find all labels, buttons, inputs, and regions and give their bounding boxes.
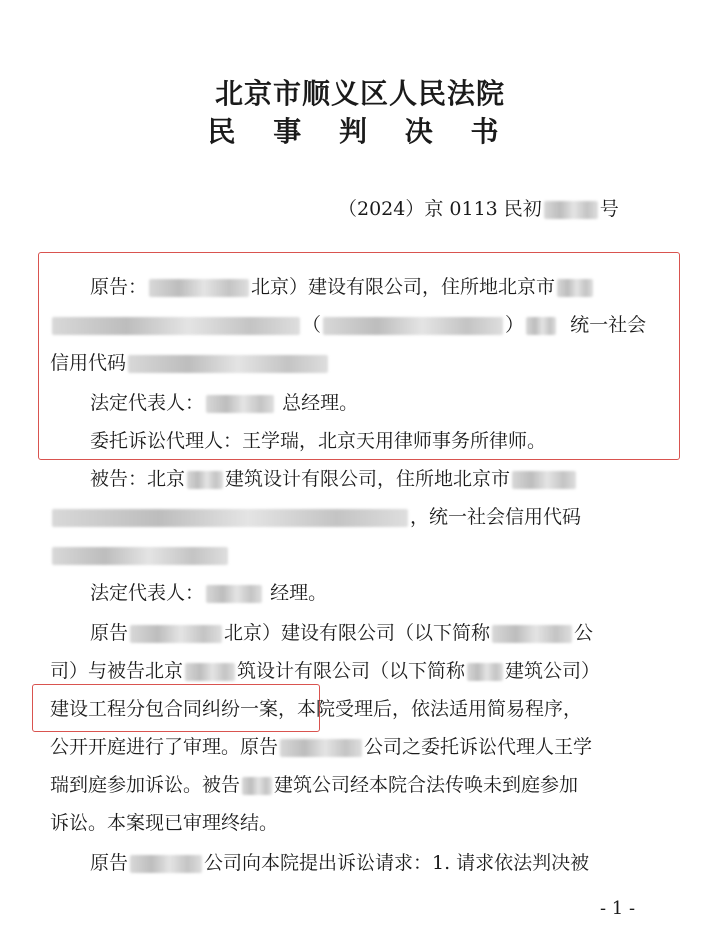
plaintiff-credit-code-label: 信用代码: [50, 352, 127, 374]
defendant-representative: [90, 580, 660, 606]
defendant-line-2: [50, 504, 670, 530]
defendant-name: 建筑设计有限公司，住所地北京市: [225, 468, 511, 490]
body-line-1: [90, 620, 670, 646]
redacted-block: [52, 547, 228, 565]
redacted-block: [512, 471, 576, 489]
redacted-block: [206, 585, 262, 603]
plaintiff-address-close: ）: [505, 314, 525, 336]
redacted-block: [557, 279, 593, 297]
defendant-credit-label: ，统一社会信用代码: [410, 506, 582, 528]
case-number-prefix: （2024）京 0113 民初: [338, 198, 542, 220]
plaintiff-line-3: [50, 350, 670, 376]
redacted-block: [323, 317, 503, 335]
redacted-block: [130, 625, 222, 643]
plaintiff-representative: [90, 390, 660, 416]
plaintiff-name: 北京）建设有限公司，住所地北京市: [251, 276, 556, 298]
redacted-block: [544, 201, 598, 219]
defendant-rep-title: 经理。: [270, 582, 328, 604]
redacted-block: [185, 663, 235, 681]
body-text: 公司之委托诉讼代理人王学: [364, 736, 593, 758]
body-line-4: [50, 734, 670, 760]
body-text: 瑞到庭参加诉讼。被告: [50, 774, 241, 796]
defendant-rep-label: 法定代表人：: [90, 582, 205, 604]
body-text: 北京）建设有限公司（以下简称: [224, 622, 491, 644]
body-line-7: [90, 850, 670, 876]
body-text: 原告: [90, 852, 129, 874]
plaintiff-address-open: （: [302, 314, 322, 336]
body-text: ，本院受理后，依法适用简易程序，: [278, 698, 583, 720]
case-number: [338, 196, 658, 222]
redacted-block: [149, 279, 249, 297]
court-title: 北京市顺义区人民法院: [214, 77, 505, 110]
body-line-3: [50, 696, 670, 722]
body-text: 公司向本院提出诉讼请求：1. 请求依法判决被: [204, 852, 590, 874]
redacted-block: [128, 355, 328, 373]
redacted-block: [52, 509, 408, 527]
defendant-line-3: [50, 542, 670, 568]
plaintiff-agent: 委托诉讼代理人：王学瑞，北京天用律师事务所律师。: [90, 430, 547, 452]
defendant-line-1: [90, 466, 670, 492]
body-text: 建筑公司）: [505, 660, 601, 682]
redacted-block: [280, 739, 362, 757]
document-type: 民 事 判 决 书: [207, 115, 513, 148]
plaintiff-rep-title: 总经理。: [282, 392, 359, 414]
body-line-5: [50, 772, 670, 798]
redacted-block: [492, 625, 572, 643]
redacted-block: [187, 471, 223, 489]
redacted-block: [206, 395, 274, 413]
case-number-suffix: 号: [599, 198, 619, 220]
body-text: 原告: [90, 622, 129, 644]
redacted-block: [526, 317, 556, 335]
case-type-text: 建设工程分包合同纠纷一案: [50, 698, 279, 720]
body-text: 筑设计有限公司（以下简称: [237, 660, 466, 682]
plaintiff-rep-label: 法定代表人：: [90, 392, 205, 414]
body-text: 公: [574, 622, 594, 644]
plaintiff-credit-label: 统一社会: [570, 314, 647, 336]
body-text: 公开开庭进行了审理。原告: [50, 736, 279, 758]
redacted-block: [130, 855, 202, 873]
body-line-6: 诉讼。本案现已审理终结。: [50, 812, 279, 834]
body-text: 司）与被告北京: [50, 660, 184, 682]
page-number: - 1 -: [600, 898, 636, 919]
plaintiff-line-2: [50, 312, 670, 338]
redacted-block: [52, 317, 300, 335]
body-line-2: [50, 658, 670, 684]
plaintiff-label: 原告：: [90, 276, 148, 298]
body-text: 建筑公司经本院合法传唤未到庭参加: [274, 774, 579, 796]
redacted-block: [242, 777, 272, 795]
plaintiff-line-1: [90, 274, 660, 300]
defendant-label: 被告：北京: [90, 468, 186, 490]
redacted-block: [467, 663, 503, 681]
